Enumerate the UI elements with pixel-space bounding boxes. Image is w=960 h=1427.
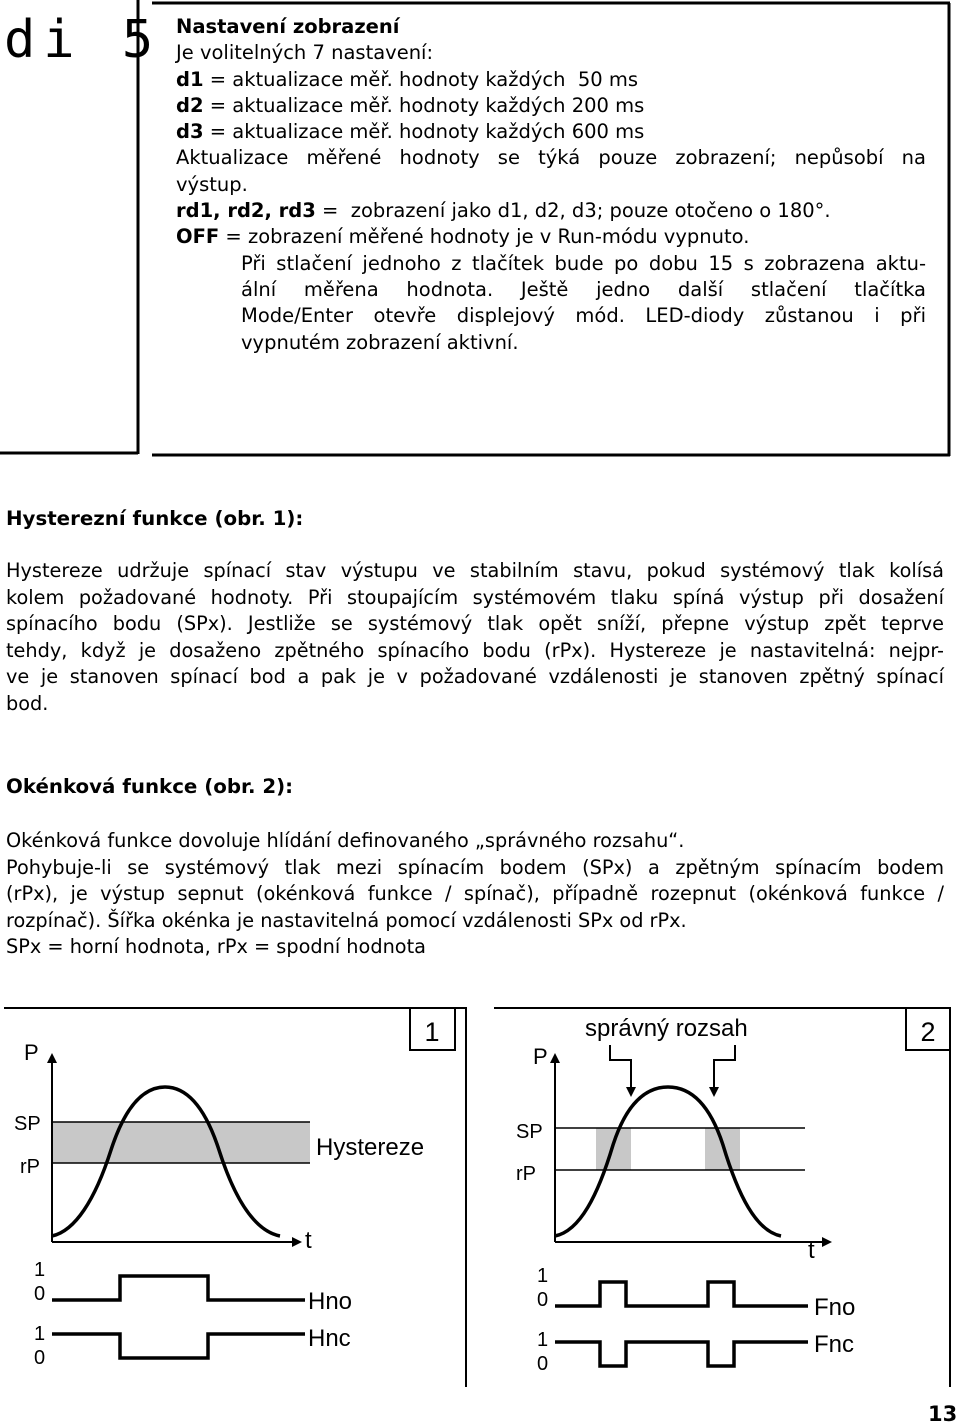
hno-label: Hno <box>308 1288 353 1315</box>
setting-title: Nastavení zobrazení <box>176 15 400 38</box>
hysteresis-heading: Hysterezní funkce (obr. 1): <box>6 507 304 530</box>
sp-label-2: SP <box>516 1121 543 1143</box>
fnc-signal <box>555 1342 808 1366</box>
t-label: t <box>305 1227 312 1254</box>
p-label-2: P <box>533 1044 548 1069</box>
pressure-curve-2 <box>555 1087 781 1236</box>
option-off: OFF = zobrazení měřené hodnoty je v Run-módu vypnuto. <box>176 225 750 249</box>
figure-1-frame <box>4 1008 466 1387</box>
option-d3: d3 = aktualizace měř. hodnoty každých 600 ms <box>176 120 645 144</box>
window-paragraph: Okénková funkce dovoluje hlídání definovaného „správného rozsahu“. Pohybuje-li se systémový tlak mezi spínacím bodem (SPx) a zpětným spínacím bodem (rPx), je výstup sepnut (okénková funkce / spínač), případně rozepnut (okénková funkce / rozpínač). Šířka okénka je nastavitelná pomocí vzdálenosti SPx od rPx. SPx = horní hodnota, rPx = spodní hodnota <box>6 829 944 959</box>
fno-label: Fno <box>814 1294 856 1321</box>
hysteresis-label: Hystereze <box>316 1134 425 1161</box>
level-1-c: 1 <box>537 1265 549 1287</box>
fnc-label: Fnc <box>814 1331 855 1358</box>
fno-signal <box>555 1282 808 1306</box>
setting-intro: Je volitelných 7 nastavení: <box>176 41 434 65</box>
rp-label: rP <box>20 1156 40 1178</box>
display-code: di 5 <box>4 10 162 70</box>
option-d1: d1 = aktualizace měř. hodnoty každých 50 ms <box>176 67 639 91</box>
hno-signal <box>52 1276 305 1300</box>
level-0-b: 0 <box>34 1347 46 1369</box>
figure-1-hysteresis <box>0 1000 470 1395</box>
level-1-a: 1 <box>34 1259 46 1281</box>
setting-note-line2: výstup. <box>176 172 248 196</box>
level-0-d: 0 <box>537 1353 549 1375</box>
range-arrow-right <box>714 1045 735 1095</box>
hysteresis-paragraph: Hystereze udržuje spínací stav výstupu ve stabilním stavu, pokud systémový tlak kolísá kolem požadované hodnoty. Při stoupajícím systémovém tlaku spíná výstup při dosažení spínacího bodu (SPx). Jestliže se systémový tlak opět sníží, přepne výstup zpět teprve tehdy, když je dosaženo zpětného spínacího bodu (rPx). Hystereze je nastavitelná: nejpr- ve je stanoven spínací bod a pak je v požadované vzdálenosti je stanoven zpětný spínací bod. <box>6 559 944 715</box>
hnc-label: Hnc <box>308 1325 351 1352</box>
sp-label: SP <box>14 1113 41 1135</box>
level-1-b: 1 <box>34 1323 46 1345</box>
level-1-d: 1 <box>537 1329 549 1351</box>
range-label: správný rozsah <box>585 1015 748 1042</box>
window-heading: Okénková funkce (obr. 2): <box>6 775 294 798</box>
hnc-signal <box>52 1334 305 1358</box>
range-arrow-left <box>610 1045 631 1095</box>
level-0-a: 0 <box>34 1283 46 1305</box>
rp-label-2: rP <box>516 1163 536 1185</box>
figure-2-window <box>490 1000 960 1395</box>
p-label: P <box>24 1040 39 1065</box>
setting-text <box>176 14 926 356</box>
off-detail: Při stlačení jednoho z tlačítek bude po dobu 15 s zobrazena aktu- ální měřena hodnota. Ještě jedno další stlačení tlačítka Mode/Enter otevře displejový mód. LED-diody zůstanou i při vypnutém zobrazení aktivní. <box>241 251 926 354</box>
figure-2-frame <box>494 1008 950 1387</box>
level-0-c: 0 <box>537 1289 549 1311</box>
figure-1-number: 1 <box>424 1017 440 1047</box>
option-rd: rd1, rd2, rd3 = zobrazení jako d1, d2, d3; pouze otočeno o 180°. <box>176 199 831 223</box>
t-label-2: t <box>808 1237 815 1264</box>
figure-2-number: 2 <box>920 1017 936 1047</box>
hysteresis-band <box>52 1122 310 1163</box>
page-number: 13 <box>928 1402 958 1426</box>
option-d2: d2 = aktualizace měř. hodnoty každých 200 ms <box>176 93 645 117</box>
setting-note-line1: Aktualizace měřené hodnoty se týká pouze zobrazení; nepůsobí na <box>176 146 926 170</box>
